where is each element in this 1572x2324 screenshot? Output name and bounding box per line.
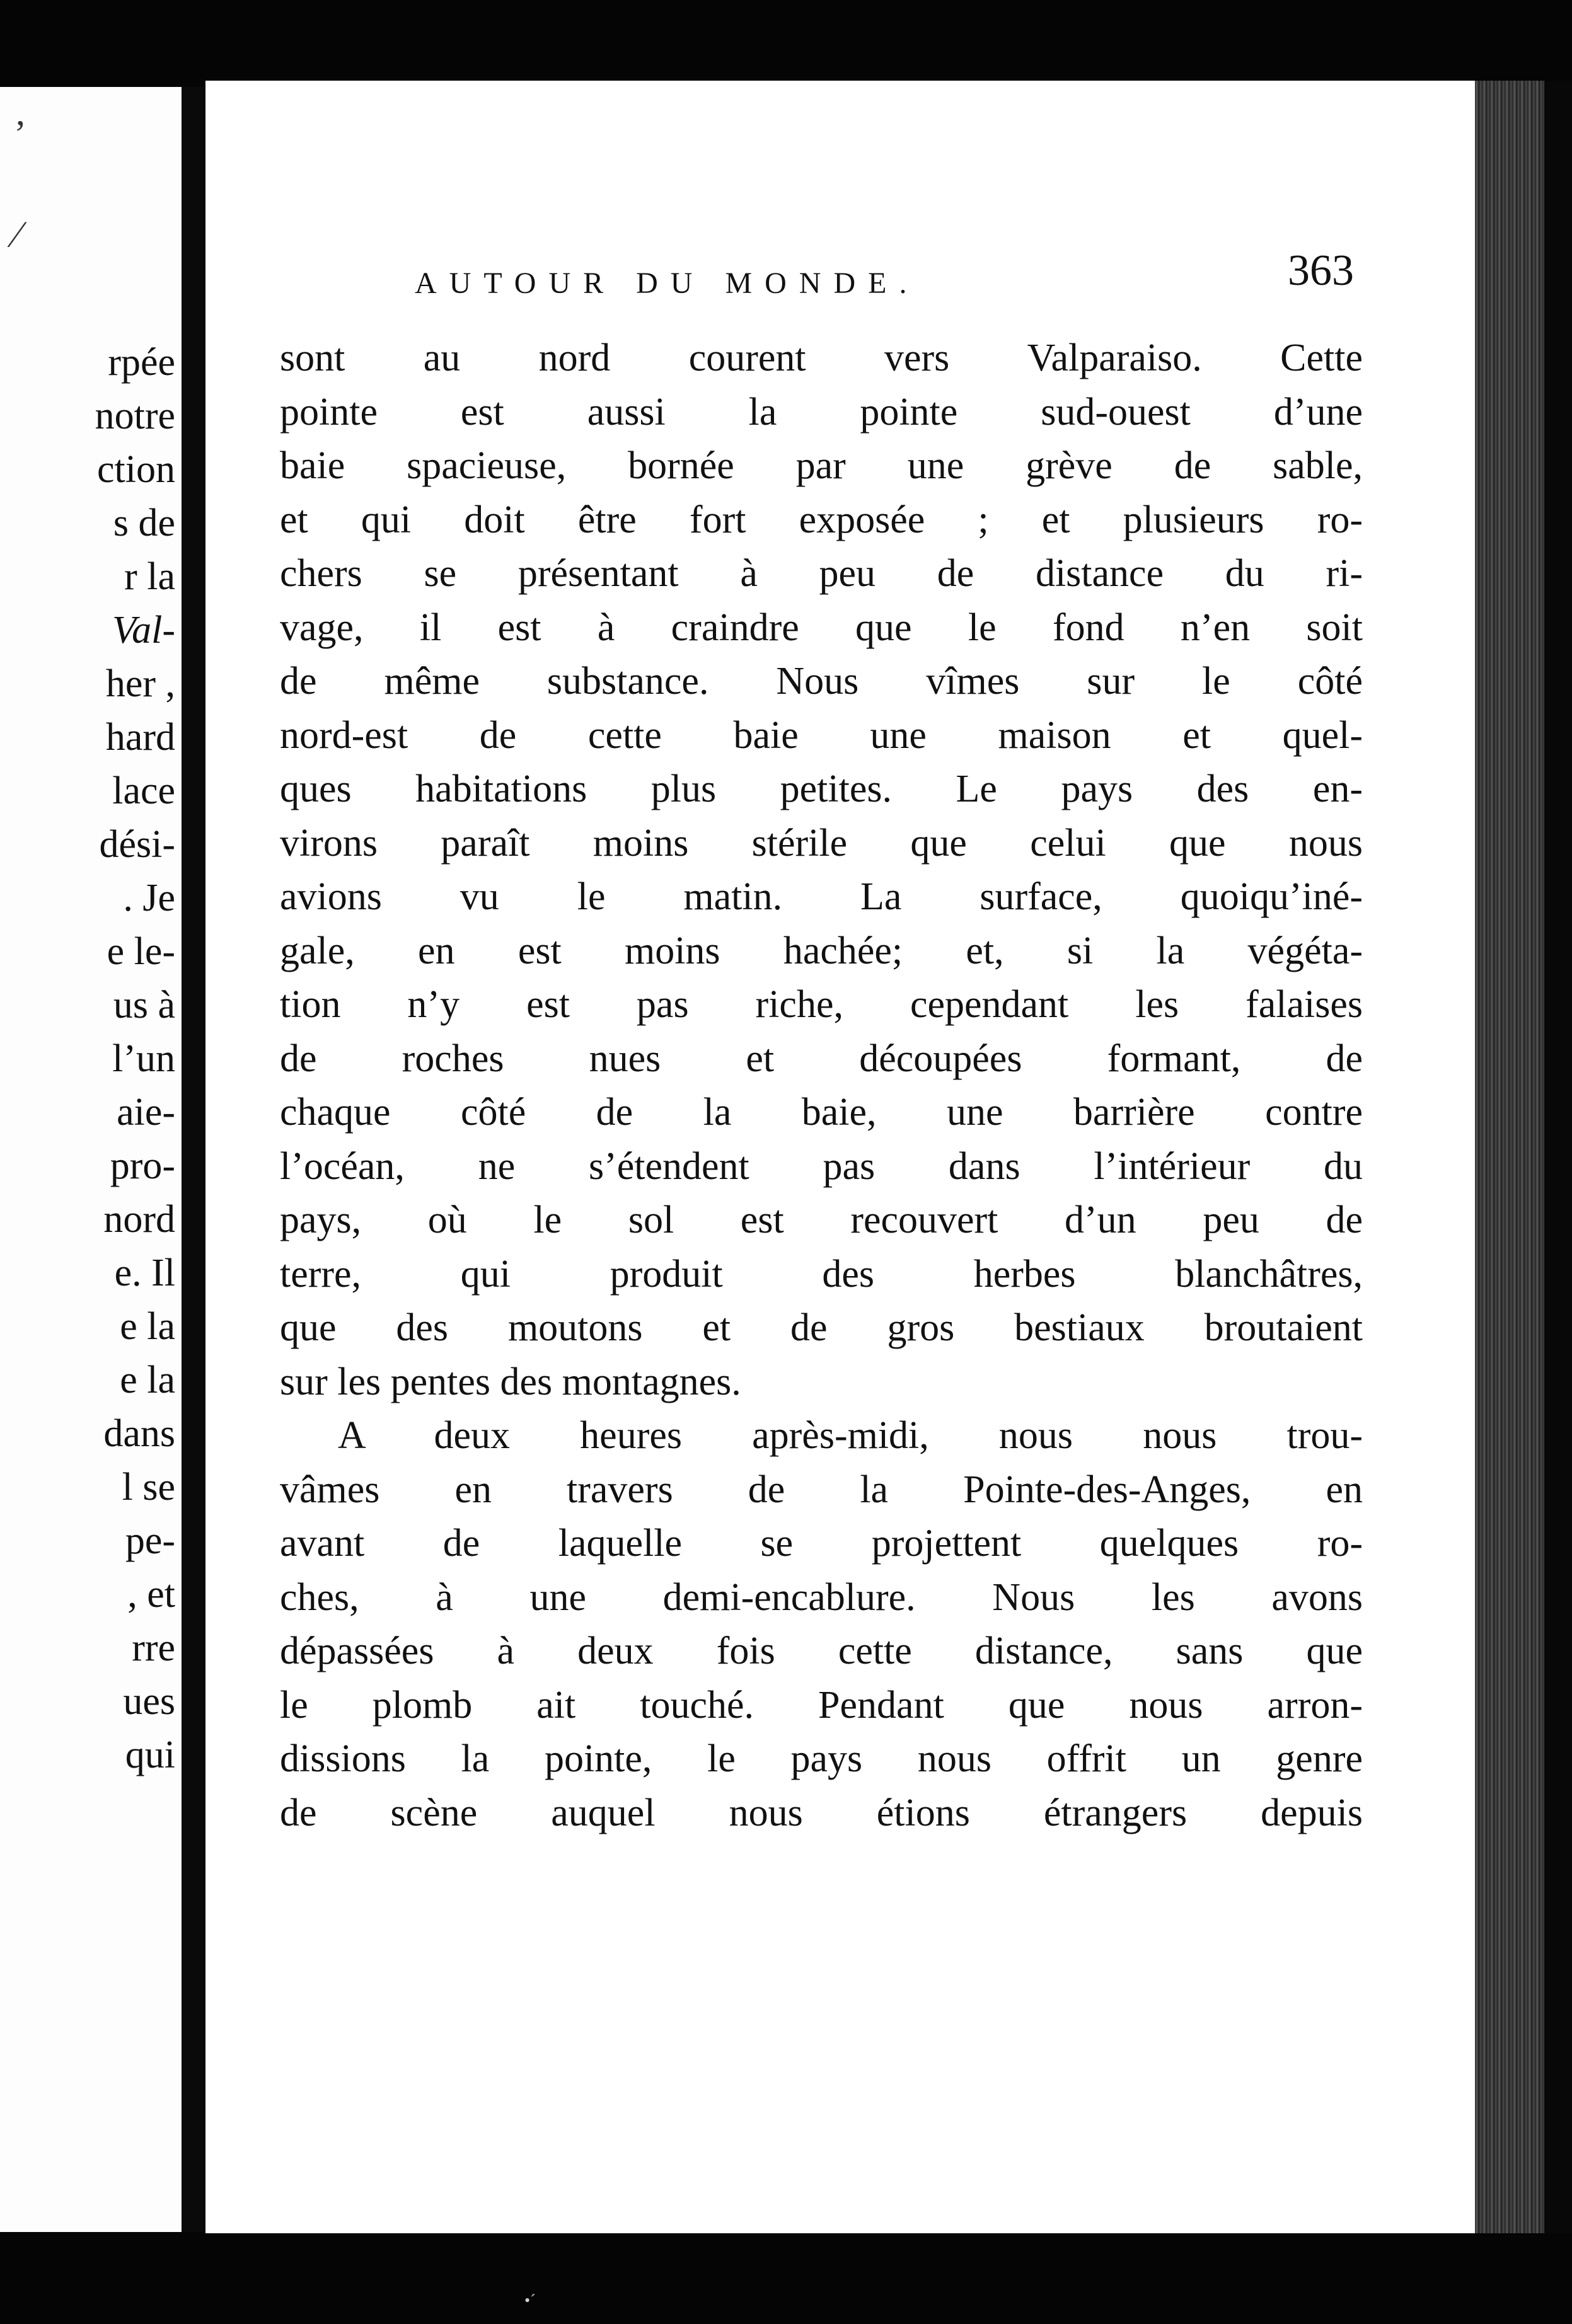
text-line: ches, à une demi-encablure. Nous les avons xyxy=(280,1575,1363,1619)
page-header xyxy=(415,246,1354,321)
text-line: chers se présentant à peu de distance du ri- xyxy=(280,552,1363,595)
facing-page-line: . Je xyxy=(123,877,175,919)
facing-page-line: nord xyxy=(103,1198,175,1241)
text-line: dépassées à deux fois cette distance, sans que xyxy=(280,1630,1363,1672)
text-line: vâmes en travers de la Pointe-des-Anges, en xyxy=(280,1468,1363,1511)
running-title: AUTOUR DU MONDE. xyxy=(415,267,920,300)
facing-page-line: qui xyxy=(125,1734,175,1776)
text-line: et qui doit être fort exposée ; et plusieurs ro- xyxy=(280,498,1363,541)
facing-page-line: lace xyxy=(112,769,175,812)
text-line: pays, où le sol est recouvert d’un peu de xyxy=(280,1199,1363,1241)
facing-page-line: hard xyxy=(105,716,175,759)
text-line: le plomb ait touché. Pendant que nous arron- xyxy=(280,1683,1363,1727)
book-gutter xyxy=(182,87,205,2232)
paragraph-end-line: sur les pentes des montagnes. xyxy=(280,1360,741,1403)
text-line: terre, qui produit des herbes blanchâtres, xyxy=(280,1252,1363,1296)
text-line: chaque côté de la baie, une barrière contre xyxy=(280,1091,1363,1134)
text-line: l’océan, ne s’étendent pas dans l’intérieur du xyxy=(280,1144,1363,1188)
text-line: ques habitations plus petites. Le pays des en- xyxy=(280,768,1363,810)
facing-page-line: notre xyxy=(95,394,175,437)
text-line: pointe est aussi la pointe sud-ouest d’une xyxy=(280,390,1363,434)
facing-page-line: rpée xyxy=(108,341,175,384)
facing-page-line: l’un xyxy=(112,1037,175,1080)
text-line: nord-est de cette baie une maison et quel- xyxy=(280,713,1363,757)
facing-page-text xyxy=(95,336,175,1782)
facing-page-line: r la xyxy=(124,555,175,598)
facing-page-line: e la xyxy=(120,1359,175,1401)
facing-page-line: pro- xyxy=(110,1144,175,1187)
facing-page-line: rre xyxy=(132,1626,175,1669)
paragraph-start-line: A deux heures après-midi, nous nous trou- xyxy=(338,1414,1363,1457)
text-line: dissions la pointe, le pays nous offrit un genre xyxy=(280,1737,1363,1780)
facing-page-line: us à xyxy=(113,984,175,1027)
facing-page xyxy=(0,87,182,2232)
text-line: avant de laquelle se projettent quelques ro- xyxy=(280,1522,1363,1565)
text-line: de scène auquel nous étions étrangers depuis xyxy=(280,1791,1363,1834)
text-line: virons paraît moins stérile que celui que nous xyxy=(280,821,1363,865)
facing-page-line: aie- xyxy=(117,1091,175,1134)
scan-border xyxy=(1544,81,1572,2233)
facing-page-line: her , xyxy=(105,662,175,705)
facing-page-line: pe- xyxy=(125,1519,175,1562)
book-page xyxy=(205,81,1475,2233)
facing-page-line: Val- xyxy=(112,609,175,652)
facing-page-line: s de xyxy=(113,502,175,544)
facing-page-line: e le- xyxy=(107,930,175,973)
text-line: que des moutons et de gros bestiaux broutaient xyxy=(280,1306,1363,1349)
facing-page-line: ction xyxy=(97,448,175,491)
scan-mark: •´ xyxy=(524,2291,536,2310)
facing-page-line: e. Il xyxy=(114,1251,175,1294)
page-number: 363 xyxy=(1288,246,1354,295)
facing-page-line: e la xyxy=(120,1305,175,1348)
text-line: tion n’y est pas riche, cependant les falaises xyxy=(280,983,1363,1026)
text-line: de même substance. Nous vîmes sur le côté xyxy=(280,660,1363,703)
facing-page-line: ues xyxy=(123,1680,175,1723)
facing-page-line: , et xyxy=(127,1573,175,1616)
facing-page-line: dans xyxy=(103,1412,175,1455)
text-line: de roches nues et découpées formant, de xyxy=(280,1037,1363,1080)
facing-page-line: dési- xyxy=(99,823,175,866)
facing-page-mark: ʼ xyxy=(14,113,26,154)
facing-page-line: l se xyxy=(122,1466,175,1509)
text-line: sont au nord courent vers Valparaiso. Cette xyxy=(280,337,1363,379)
text-line: gale, en est moins hachée; et, si la végéta- xyxy=(280,929,1363,972)
text-line: baie spacieuse, bornée par une grève de sable, xyxy=(280,444,1363,487)
text-line: avions vu le matin. La surface, quoiqu’iné- xyxy=(280,875,1363,918)
facing-page-mark: ⁄ xyxy=(14,214,21,255)
body-text xyxy=(280,331,1363,1840)
page-edges xyxy=(1475,81,1544,2233)
text-line: vage, il est à craindre que le fond n’en soit xyxy=(280,606,1363,649)
